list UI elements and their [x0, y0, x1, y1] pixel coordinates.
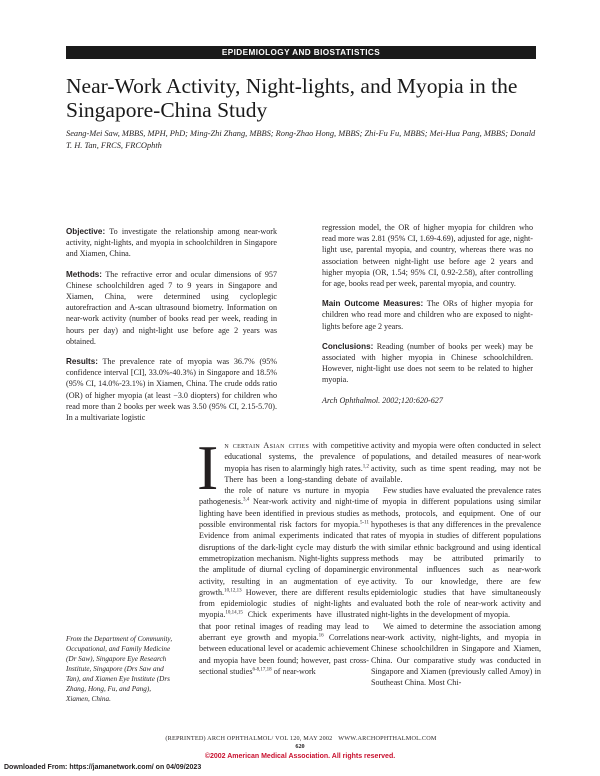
ref: 6-8,17,18 [252, 667, 272, 673]
body-paragraph-continued: activity and myopia were often conducted in select populations, and detailed measures of near-work activity, such as time spent reading, may not be available. [371, 441, 541, 484]
body-paragraph: We aimed to determine the association among near-work activity, night-lights, and myopia in Chinese schoolchildren in Singapore and Xiamen, China. Our comparative study was conducted in Singapore and Xiamen (previously called Amoy) in Southeast China. Most Chi- [371, 621, 541, 688]
ref: 10,14,15 [225, 610, 243, 616]
drop-cap: I [197, 432, 219, 503]
page-number: 620 [295, 743, 305, 750]
footer-journal-info: (REPRINTED) ARCH OPHTHALMOL/ VOL 120, MAY 2002 [165, 735, 333, 742]
body-column-2 [371, 440, 541, 689]
intro-text-3: Near-work activity and night-time lighting have been identified in previous studies as possible environmental risk factors for myopia. [199, 497, 369, 530]
download-stamp: Downloaded From: https://jamanetwork.com/ on 04/09/2023 [4, 764, 202, 771]
results-text-part1: The prevalence rate of myopia was 36.7% (95% confidence interval [CI], 33.0%-40.3%) in Singapore and 18.5% (95% CI, 14.0%-23.1%) in Xiamen, China. The crude odds ratio (OR) of higher myopia (at least −3.0 diopters) for children who read more than 2 books per week was 3.50 (95% CI, 2.15-5.70). In a multivariate logistic [66, 357, 277, 423]
author-list: Seang-Mei Saw, MBBS, MPH, PhD; Ming-Zhi Zhang, MBBS; Rong-Zhao Hong, MBBS; Zhi-Fu Fu, MBBS; Mei-Hua Pang, MBBS; Donald T. H. Tan, FRCS, FRCOphth [66, 129, 536, 150]
abstract-results-continued: regression model, the OR of higher myopia for children who read more was 2.81 (95% CI, 1.69-4.69), adjusted for age, night-light use, parental myopia, and country, whereas there was no association between night-light use before age 2 years and higher myopia (OR, 1.54; 95% CI, 0.92-2.58), after controlling for age, books read per week, parental myopia, and country. [322, 223, 533, 289]
abstract-conclusions [322, 341, 533, 386]
lead-in-caps: n certain Asian cities [224, 441, 310, 450]
ref: 3,4 [243, 497, 250, 503]
intro-text-1: with competitive educational systems, the prevalence of myopia has risen to alarmingly high rates. [224, 441, 369, 473]
methods-text: The refractive error and ocular dimensions of 957 Chinese schoolchildren aged 7 to 9 years in Singapore and Xiamen, China, were determined using cycloplegic autorefraction and A-scan ultrasound biometry. Information on near-work activity (number of books read per week, reading in hours per day) and night-light use before age 2 years was obtained. [66, 269, 277, 346]
intro-text-4: Evidence from animal experiments indicated that disruptions of the dark-light cycle may disturb the emmetropization mechanism. Night-lights suppress the amplitude of diurnal cycling of dopaminergic activity, resulting in an augmentation of eye growth. [199, 531, 369, 597]
ref: 1,2 [362, 463, 369, 469]
objective-text: To investigate the relationship among near-work activity, night-lights, and myopia in schoolchildren in Singapore and Xiamen, China. [66, 227, 277, 259]
author-affiliations: From the Department of Community, Occupational, and Family Medicine (Dr Saw), Singapore Eye Research Institute, Singapore (Drs Saw and Tan), and Xiamen Eye Institute (Drs Zhang, Hong, Fu, and Pang), Xiamen, China. [66, 635, 173, 703]
intro-text-2: There has been a long-standing debate of the role of nature vs nurture in myopia pathogenesis. [199, 474, 369, 507]
body-paragraph: Few studies have evaluated the prevalence rates of myopia in different populations using similar methods, protocols, and equipment. One of our hypotheses is that any differences in the prevalence rates of myopia in studies of different populations with similar ethnic background and using identical methods may be attributed primarily to environmental influences such as near-work activity. To our knowledge, there are few epidemiologic studies that have simultaneously evaluated both the role of near-work activity and night-lights in the development of myopia. [371, 486, 541, 620]
footer-website[interactable]: WWW.ARCHOPHTHALMOL.COM [338, 735, 437, 742]
intro-text-7: Correlations between educational level or academic achievement and myopia have been found; however, past cross-sectional studies [199, 633, 369, 676]
ref: 10,12,13 [224, 588, 242, 594]
conclusions-text: Reading (number of books per week) may be associated with higher myopia in Chinese schoolchildren. However, night-light use does not seem to be related to higher myopia. [322, 341, 533, 385]
objective-heading: Objective: [66, 227, 106, 236]
abstract-methods [66, 269, 277, 347]
methods-heading: Methods: [66, 269, 102, 279]
abstract-outcome-measures [322, 298, 533, 332]
section-banner [66, 46, 536, 59]
measures-text: The ORs of higher myopia for children who read more and children who are exposed to night-lights before age 2 years. [322, 299, 533, 331]
abstract-left-column [66, 226, 277, 432]
intro-text-8: of near-work [271, 666, 316, 676]
measures-heading: Main Outcome Measures: [322, 299, 424, 309]
section-banner-text: EPIDEMIOLOGY AND BIOSTATISTICS [221, 48, 381, 57]
article-title: Near-Work Activity, Night-lights, and Myopia in the Singapore-China Study [66, 74, 518, 122]
intro-text-6: Chick experiments have illustrated that poor retinal images of reading may lead to aberrant eye growth and myopia. [199, 610, 369, 643]
abstract-results [66, 356, 277, 423]
conclusions-heading: Conclusions: [322, 341, 374, 351]
ref: 5-11 [360, 520, 369, 526]
copyright-notice: ©2002 American Medical Association. All rights reserved. [204, 753, 396, 760]
abstract-right-column [322, 222, 533, 415]
running-footer [66, 735, 536, 742]
abstract-objective [66, 226, 277, 260]
intro-text-5: However, there are different results from epidemiologic studies of night-lights and myopia. [199, 587, 369, 620]
body-column-1 [197, 432, 369, 677]
journal-citation: Arch Ophthalmol. 2002;120:620-627 [322, 395, 443, 405]
ref: 16 [318, 633, 324, 639]
intro-paragraph [197, 432, 369, 677]
results-heading: Results: [66, 357, 98, 367]
